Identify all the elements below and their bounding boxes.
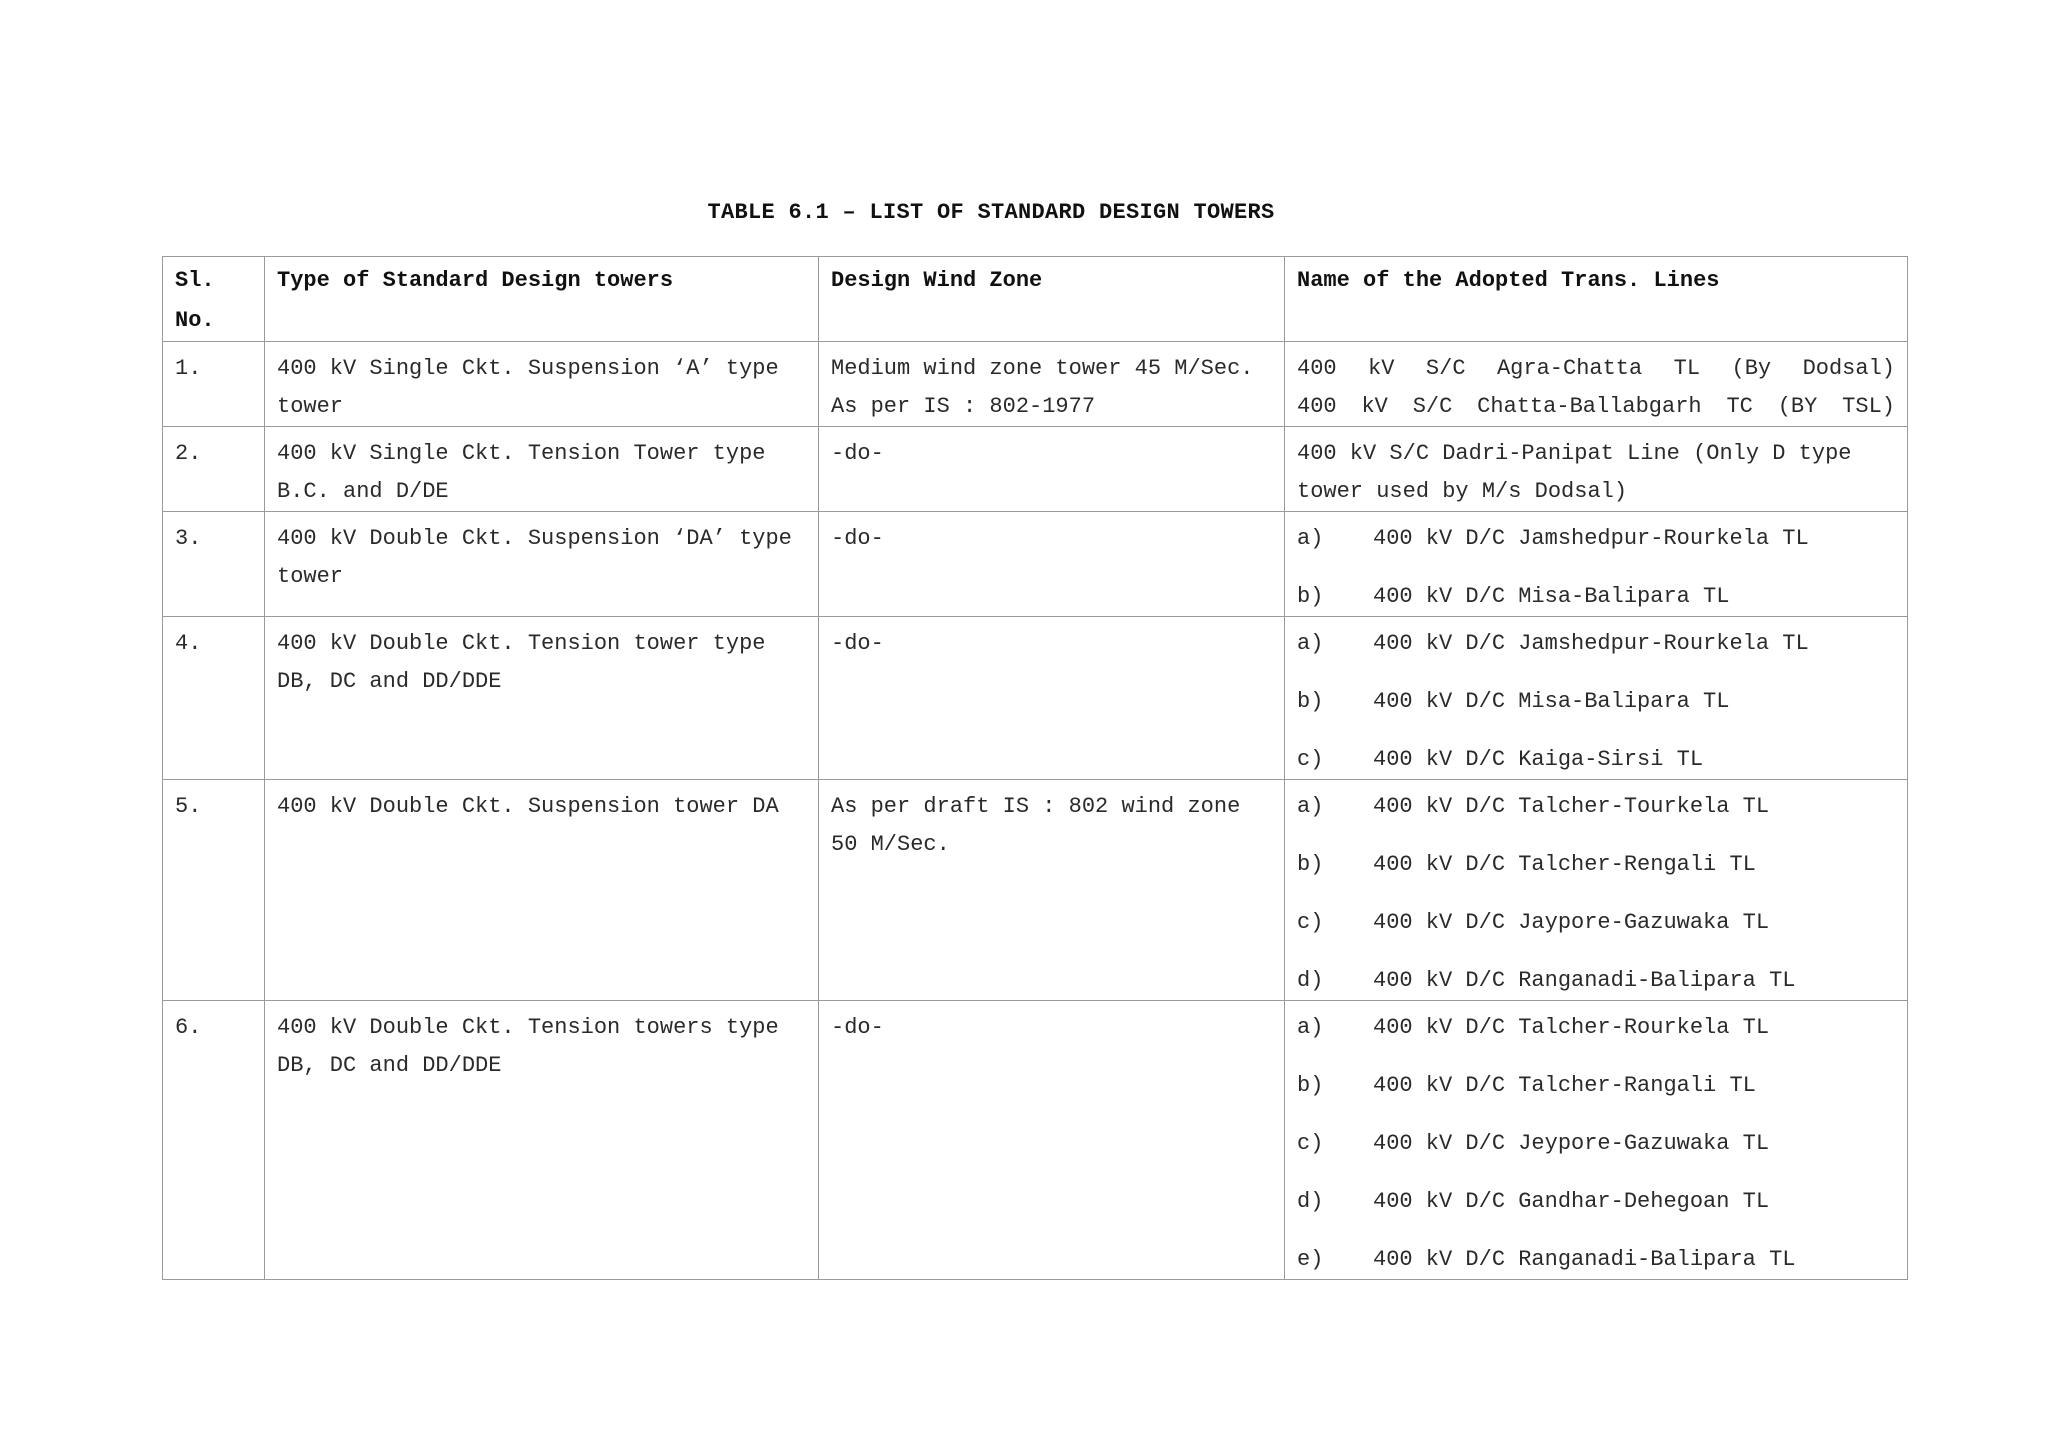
sl-no-cell: 6. (163, 1001, 265, 1280)
tower-type-cell: 400 kV Double Ckt. Tension tower type DB, DC and DD/DDE (265, 617, 819, 780)
list-item (1297, 1067, 1895, 1105)
adopted-lines-cell (1285, 512, 1908, 617)
header-wind-zone: Design Wind Zone (819, 257, 1285, 342)
item-text: 400 kV D/C Talcher-Rourkela TL (1373, 1015, 1770, 1040)
wind-zone-cell: -do- (819, 617, 1285, 780)
list-item (1297, 741, 1895, 779)
item-text: 400 kV D/C Jeypore-Gazuwaka TL (1373, 1131, 1770, 1156)
table-row (163, 427, 1908, 512)
sl-no-cell: 2. (163, 427, 265, 512)
adopted-lines-list (1297, 625, 1895, 779)
list-item (1297, 1183, 1895, 1221)
list-item (1297, 962, 1895, 1000)
item-letter: d) (1297, 968, 1324, 993)
adopted-lines-cell: 400 kV S/C Dadri-Panipat Line (Only D type tower used by M/s Dodsal) (1285, 427, 1908, 512)
item-text: 400 kV D/C Talcher-Rangali TL (1373, 1073, 1756, 1098)
item-text: 400 kV D/C Jaypore-Gazuwaka TL (1373, 910, 1770, 935)
adopted-lines-list (1297, 520, 1895, 616)
item-text: 400 kV D/C Talcher-Tourkela TL (1373, 794, 1770, 819)
sl-no-cell: 3. (163, 512, 265, 617)
item-letter: a) (1297, 526, 1324, 551)
adopted-lines-cell (1285, 617, 1908, 780)
item-letter: e) (1297, 1247, 1324, 1272)
item-letter: c) (1297, 1131, 1324, 1156)
item-letter: b) (1297, 852, 1324, 877)
table-row (163, 1001, 1908, 1280)
header-sl-no: Sl. No. (163, 257, 265, 342)
item-letter: b) (1297, 1073, 1324, 1098)
item-letter: d) (1297, 1189, 1324, 1214)
list-item (1297, 846, 1895, 884)
adopted-lines-cell (1285, 780, 1908, 1001)
item-text: 400 kV D/C Jamshedpur-Rourkela TL (1373, 526, 1809, 551)
table-row (163, 617, 1908, 780)
list-item (1297, 788, 1895, 826)
header-type: Type of Standard Design towers (265, 257, 819, 342)
item-letter: b) (1297, 584, 1324, 609)
wind-zone-cell: Medium wind zone tower 45 M/Sec. As per IS : 802-1977 (819, 342, 1285, 427)
list-item (1297, 683, 1895, 721)
item-letter: b) (1297, 689, 1324, 714)
sl-no-cell: 4. (163, 617, 265, 780)
item-letter: c) (1297, 747, 1324, 772)
list-item (1297, 625, 1895, 663)
header-adopted-lines: Name of the Adopted Trans. Lines (1285, 257, 1908, 342)
item-letter: a) (1297, 794, 1324, 819)
adopted-lines-list (1297, 1009, 1895, 1279)
adopted-line: 400 kV S/C Chatta-Ballabgarh TC (BY TSL) (1297, 394, 1895, 419)
item-letter: c) (1297, 910, 1324, 935)
tower-type-cell: 400 kV Double Ckt. Suspension ‘DA’ type tower (265, 512, 819, 617)
wind-zone-cell: As per draft IS : 802 wind zone 50 M/Sec. (819, 780, 1285, 1001)
list-item (1297, 1009, 1895, 1047)
list-item (1297, 904, 1895, 942)
item-text: 400 kV D/C Misa-Balipara TL (1373, 689, 1730, 714)
standard-design-towers-table (162, 256, 1908, 1280)
item-text: 400 kV D/C Talcher-Rengali TL (1373, 852, 1756, 877)
table-row (163, 512, 1908, 617)
list-item (1297, 578, 1895, 616)
item-text: 400 kV D/C Kaiga-Sirsi TL (1373, 747, 1704, 772)
tower-type-cell: 400 kV Double Ckt. Suspension tower DA (265, 780, 819, 1001)
item-letter: a) (1297, 631, 1324, 656)
item-text: 400 kV D/C Ranganadi-Balipara TL (1373, 968, 1796, 993)
tower-type-cell: 400 kV Single Ckt. Tension Tower type B.C. and D/DE (265, 427, 819, 512)
wind-zone-cell: -do- (819, 512, 1285, 617)
item-text: 400 kV D/C Jamshedpur-Rourkela TL (1373, 631, 1809, 656)
item-text: 400 kV D/C Ranganadi-Balipara TL (1373, 1247, 1796, 1272)
tower-type-cell: 400 kV Double Ckt. Tension towers type DB, DC and DD/DDE (265, 1001, 819, 1280)
adopted-line: 400 kV S/C Agra-Chatta TL (By Dodsal) (1297, 356, 1895, 381)
adopted-lines-cell (1285, 1001, 1908, 1280)
list-item (1297, 1125, 1895, 1163)
item-letter: a) (1297, 1015, 1324, 1040)
wind-zone-cell: -do- (819, 427, 1285, 512)
sl-no-cell: 5. (163, 780, 265, 1001)
adopted-lines-list (1297, 788, 1895, 1000)
header-row (163, 257, 1908, 342)
table-row (163, 342, 1908, 427)
table-row (163, 780, 1908, 1001)
sl-no-cell: 1. (163, 342, 265, 427)
page-title: TABLE 6.1 – LIST OF STANDARD DESIGN TOWERS (707, 200, 1275, 225)
adopted-lines-cell (1285, 342, 1908, 427)
item-text: 400 kV D/C Gandhar-Dehegoan TL (1373, 1189, 1770, 1214)
tower-type-cell: 400 kV Single Ckt. Suspension ‘A’ type tower (265, 342, 819, 427)
list-item (1297, 520, 1895, 558)
list-item (1297, 1241, 1895, 1279)
item-text: 400 kV D/C Misa-Balipara TL (1373, 584, 1730, 609)
wind-zone-cell: -do- (819, 1001, 1285, 1280)
